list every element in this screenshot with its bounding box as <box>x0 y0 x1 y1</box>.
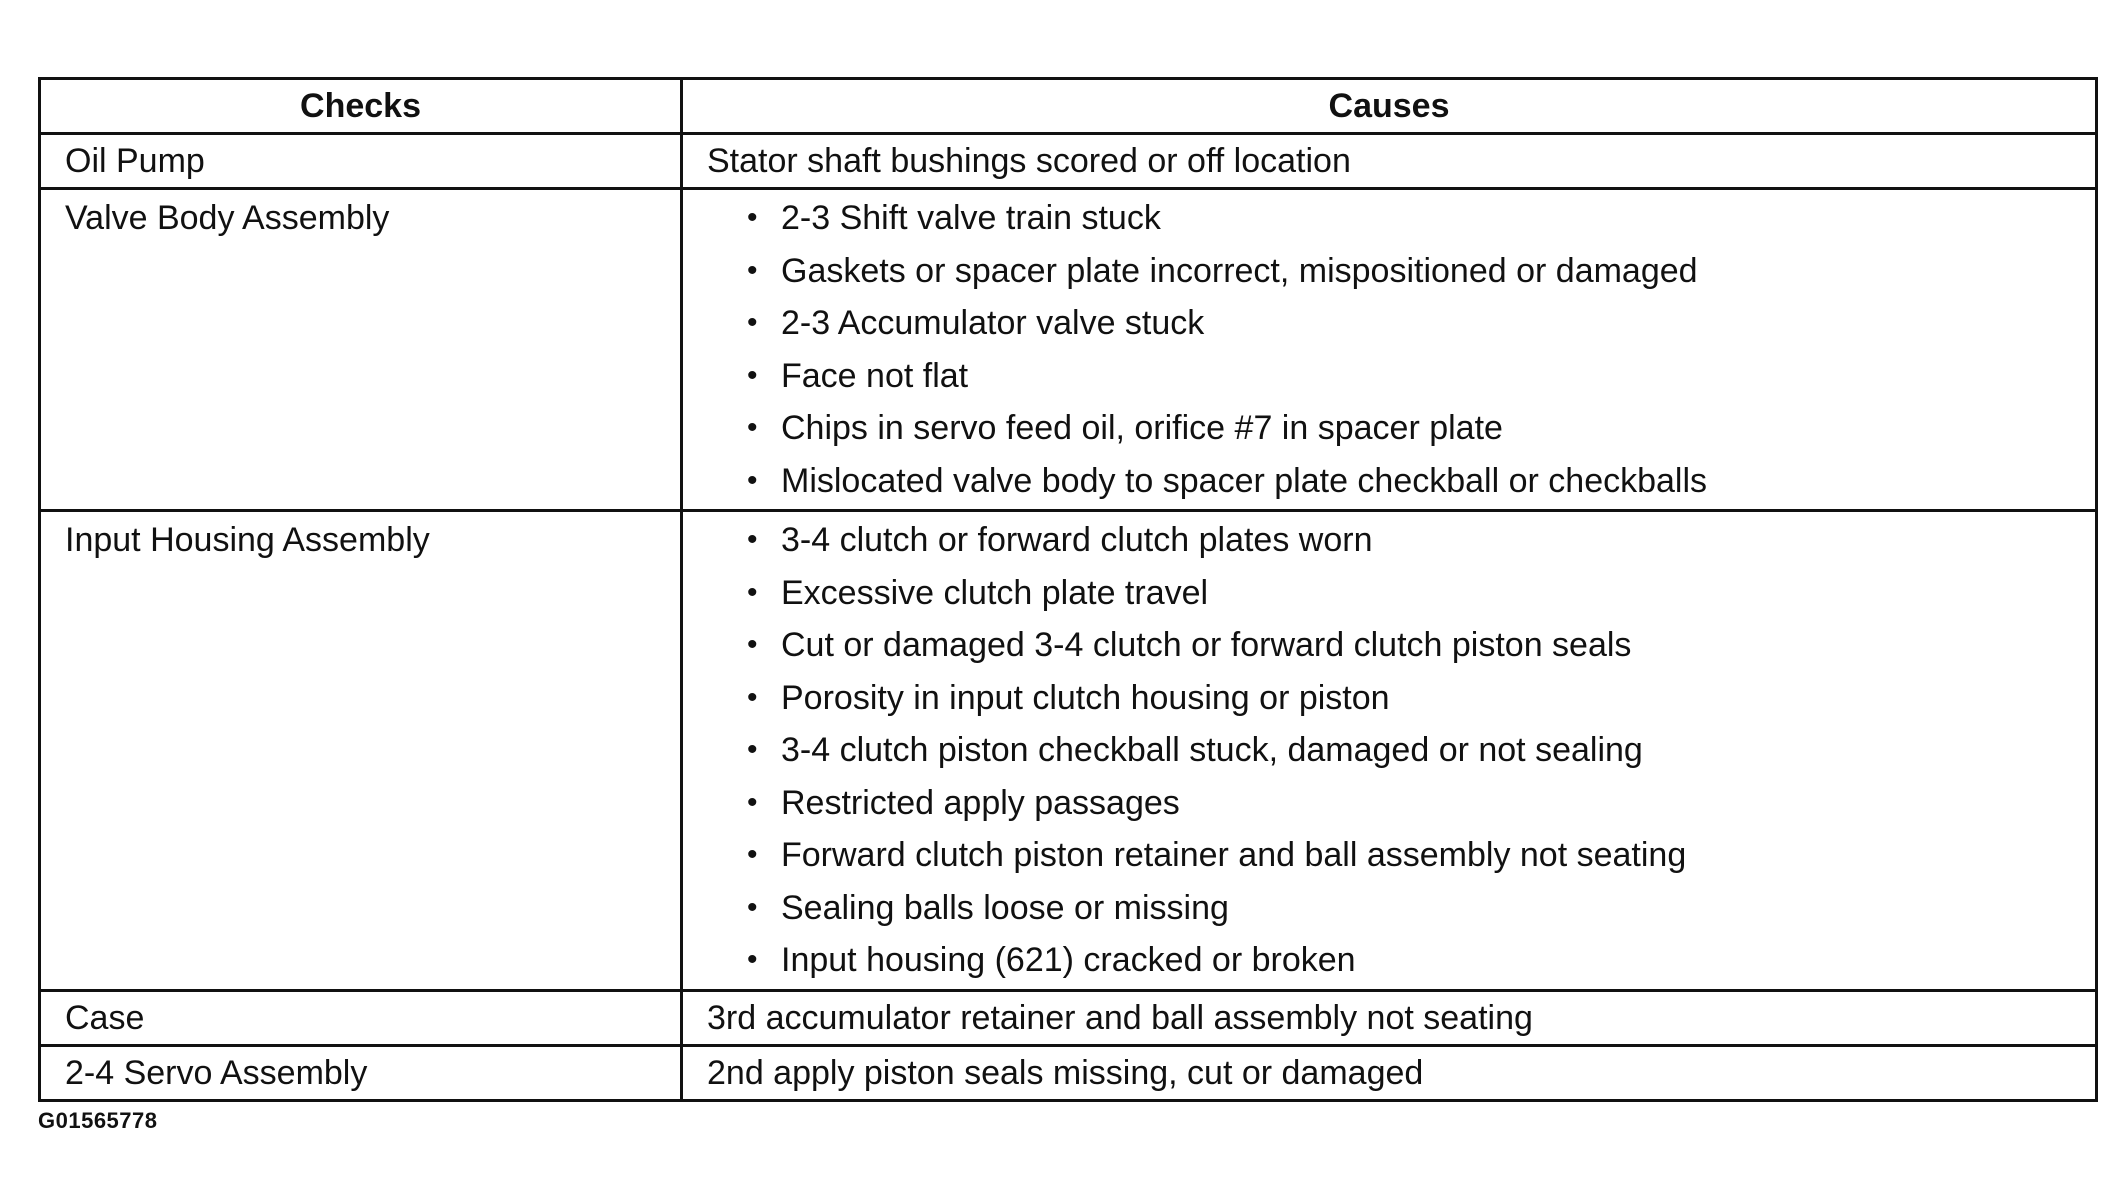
table-row <box>40 189 2097 511</box>
cause-list-item <box>747 192 2095 245</box>
cause-list-item <box>747 619 2095 672</box>
causes-column-header: Causes <box>682 79 2097 134</box>
cause-text: Restricted apply passages <box>781 783 1180 822</box>
cause-text: Chips in servo feed oil, orifice #7 in spacer plate <box>781 409 1503 447</box>
cause-list-item <box>747 567 2095 620</box>
bullet-icon: • <box>747 523 758 556</box>
cause-list-item <box>747 297 2095 350</box>
table-row <box>40 990 2097 1045</box>
cause-list-item <box>747 724 2095 777</box>
cause-text: Face not flat <box>781 356 969 395</box>
cause-text: 3-4 clutch piston checkball stuck, damaged or not sealing <box>781 731 1643 769</box>
cause-cell <box>682 189 2097 511</box>
cause-cell: 3rd accumulator retainer and ball assembly not seating <box>682 990 2097 1045</box>
bullet-icon: • <box>747 680 758 714</box>
cause-cell: Stator shaft bushings scored or off location <box>682 134 2097 189</box>
bullet-icon: • <box>747 253 758 287</box>
table-row <box>40 1045 2097 1100</box>
cause-list-item <box>747 350 2095 403</box>
table-header-row <box>40 79 2097 134</box>
figure-id: G01565778 <box>38 1108 158 1133</box>
cause-text: 2-3 Shift valve train stuck <box>781 199 1161 237</box>
cause-text: Excessive clutch plate travel <box>781 573 1209 612</box>
cause-cell: 2nd apply piston seals missing, cut or damaged <box>682 1045 2097 1100</box>
table-row <box>40 134 2097 189</box>
bullet-icon: • <box>747 463 758 497</box>
cause-list-item <box>747 514 2095 567</box>
cause-list-item <box>747 934 2095 987</box>
bullet-icon: • <box>747 838 758 871</box>
bullet-icon: • <box>747 943 758 976</box>
cause-list <box>707 192 2095 507</box>
cause-text: Input housing (621) cracked or broken <box>781 941 1356 979</box>
cause-list-item <box>747 777 2095 830</box>
table-row <box>40 511 2097 991</box>
cause-list-item <box>747 882 2095 935</box>
check-cell: Oil Pump <box>40 134 682 189</box>
check-cell: 2-4 Servo Assembly <box>40 1045 682 1100</box>
bullet-icon: • <box>747 411 758 444</box>
bullet-icon: • <box>747 358 758 392</box>
checks-column-header: Checks <box>40 79 682 134</box>
cause-list-item <box>747 402 2095 455</box>
cause-list-item <box>747 829 2095 882</box>
bullet-icon: • <box>747 785 758 819</box>
cause-text: Forward clutch piston retainer and ball assembly not seating <box>781 836 1687 874</box>
cause-text: Cut or damaged 3-4 clutch or forward clutch piston seals <box>781 626 1632 664</box>
bullet-icon: • <box>747 628 758 661</box>
bullet-icon: • <box>747 733 758 766</box>
cause-list <box>707 514 2095 987</box>
cause-text: Porosity in input clutch housing or piston <box>781 678 1390 717</box>
check-cell: Input Housing Assembly <box>40 511 682 991</box>
cause-list-item <box>747 455 2095 508</box>
diagnosis-table <box>38 77 2098 1102</box>
bullet-icon: • <box>747 201 758 234</box>
cause-list-item <box>747 245 2095 298</box>
bullet-icon: • <box>747 575 758 609</box>
cause-text: 3-4 clutch or forward clutch plates worn <box>781 521 1373 559</box>
check-cell: Valve Body Assembly <box>40 189 682 511</box>
cause-list-item <box>747 672 2095 725</box>
cause-text: Gaskets or spacer plate incorrect, mispositioned or damaged <box>781 251 1698 290</box>
cause-text: Mislocated valve body to spacer plate checkball or checkballs <box>781 461 1708 500</box>
cause-text: Sealing balls loose or missing <box>781 888 1229 927</box>
check-cell: Case <box>40 990 682 1045</box>
cause-cell <box>682 511 2097 991</box>
bullet-icon: • <box>747 306 758 339</box>
cause-text: 2-3 Accumulator valve stuck <box>781 304 1205 342</box>
bullet-icon: • <box>747 890 758 924</box>
